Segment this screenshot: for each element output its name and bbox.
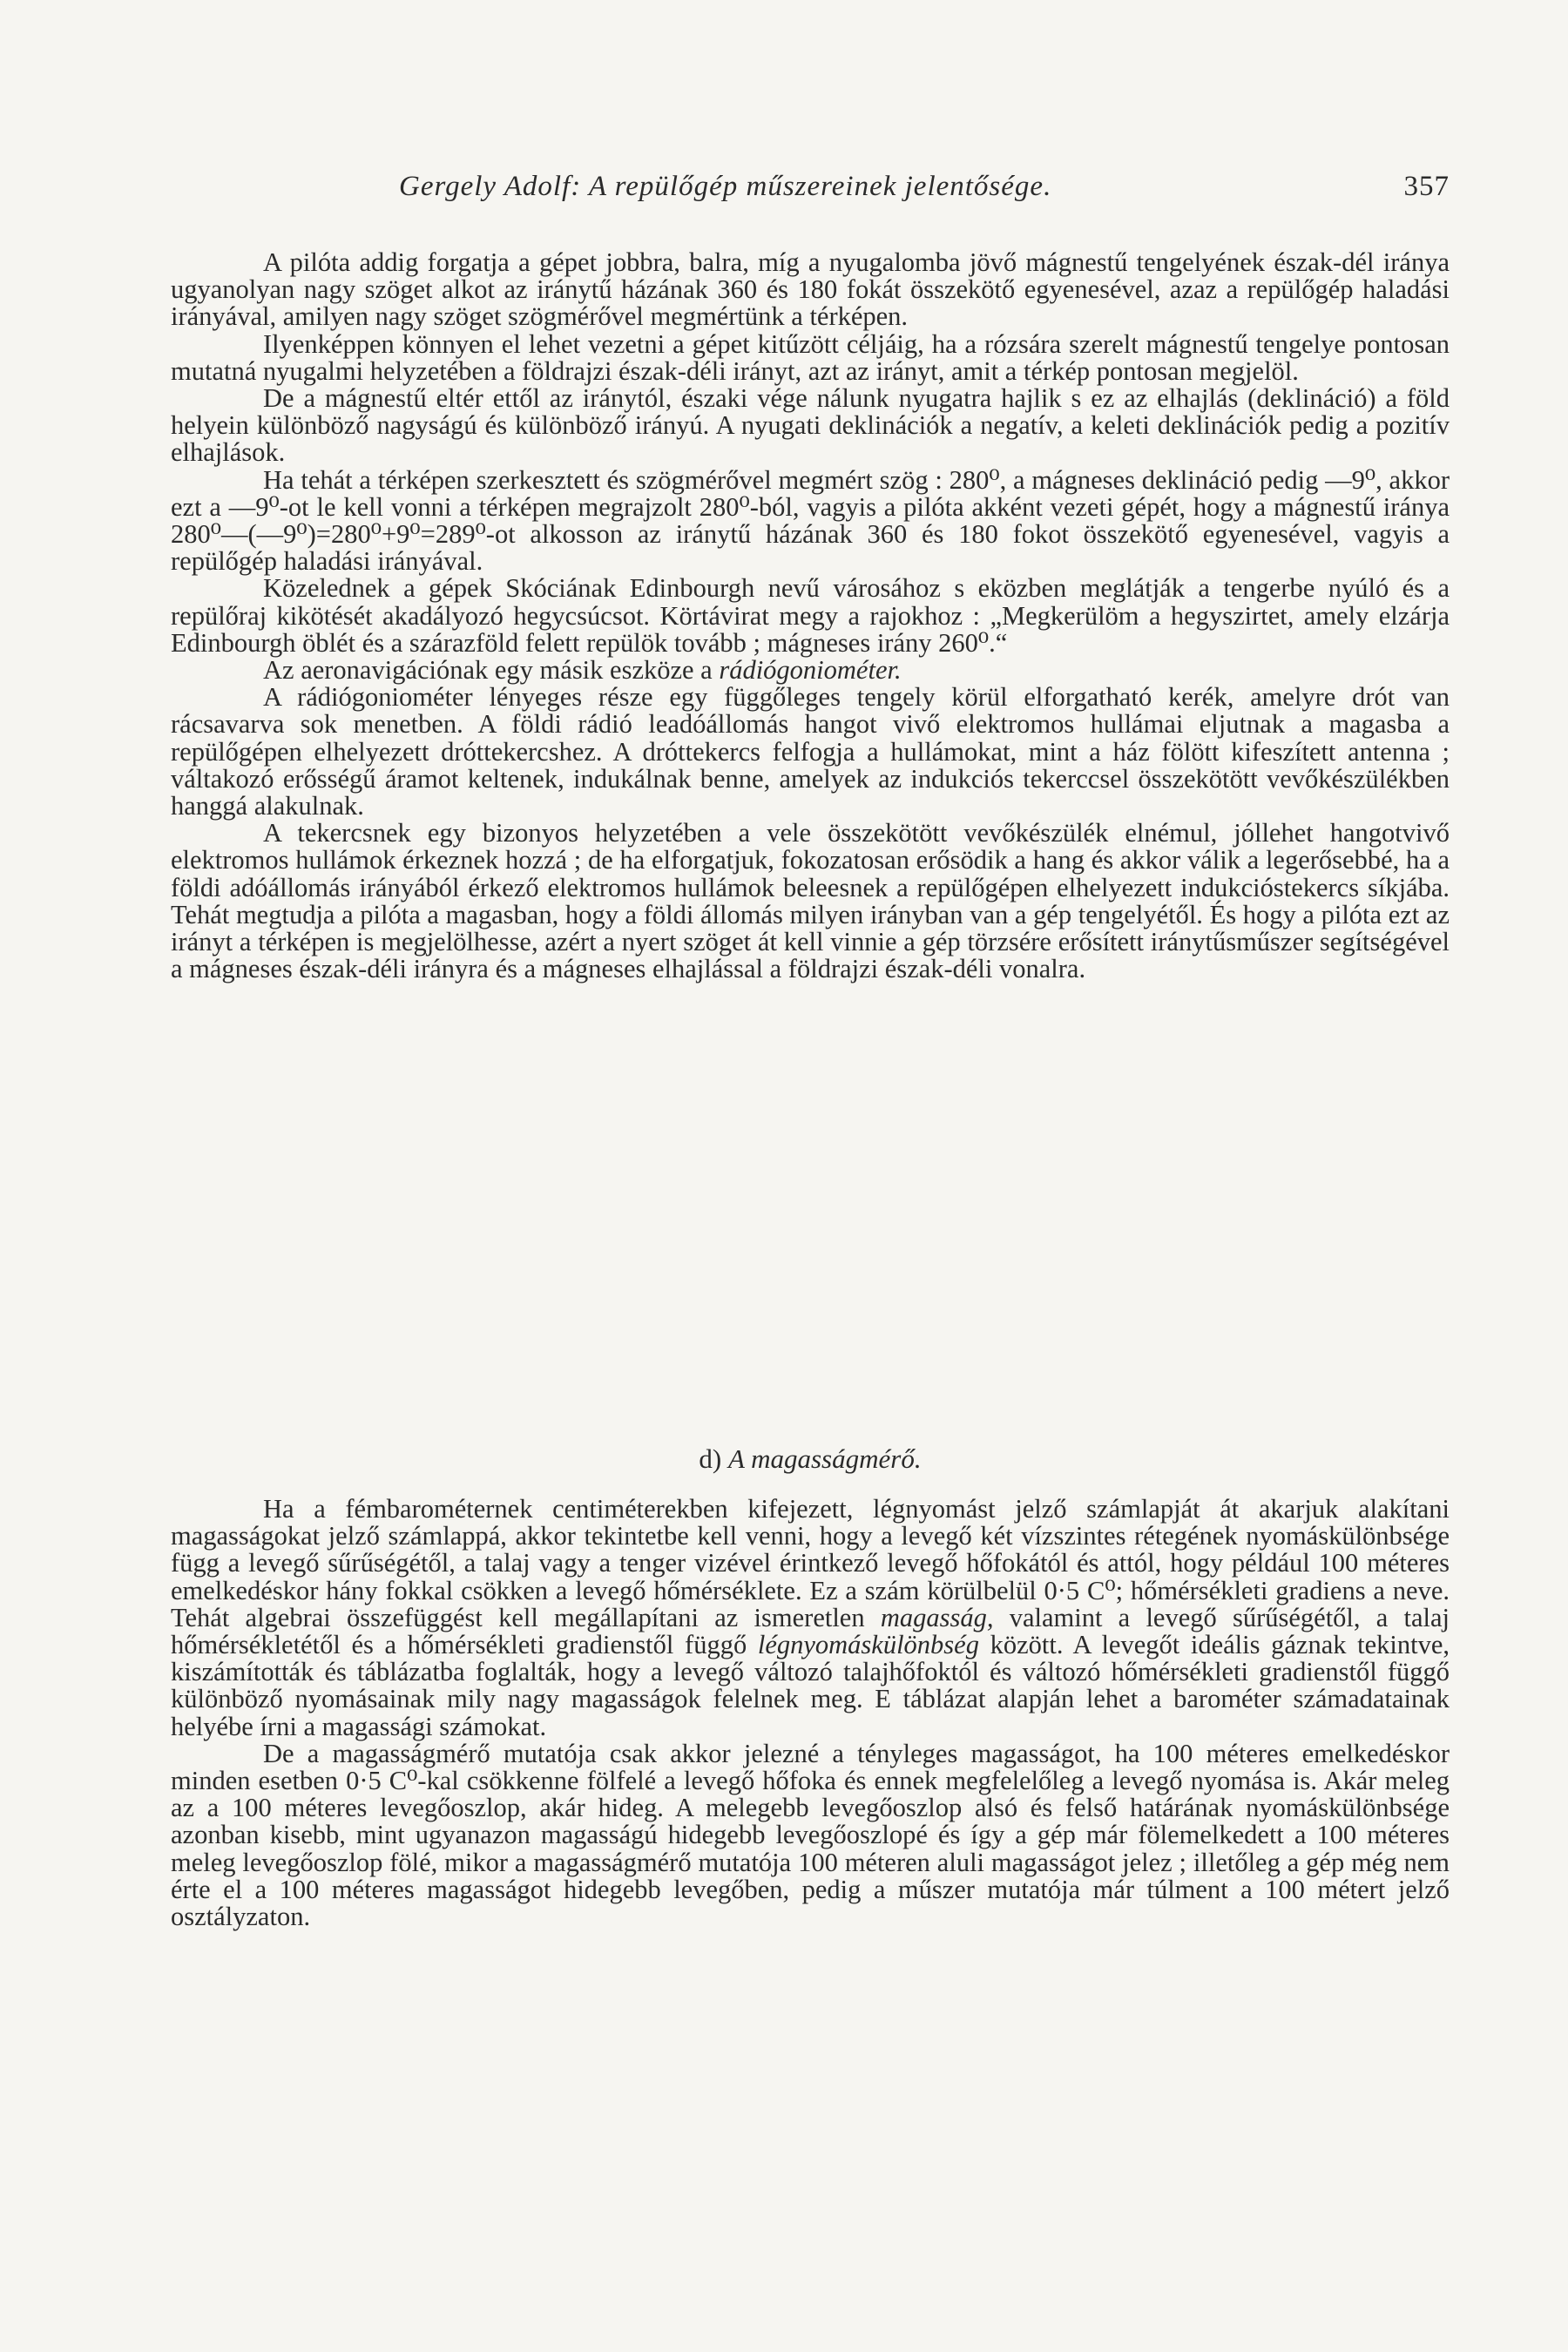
paragraph-calculation: Ha tehát a térképen szerkesztett és szögmérővel megmért szög : 280⁰, a mágneses deklináció pedig —9⁰, akkor ezt a —9⁰-ot le kell vonni a térképen megrajzolt 280⁰-ból, vagyis a pilóta akként vezeti gépét, hogy a mágnestű iránya 280⁰—(—9⁰)=280⁰+9⁰=289⁰-ot alkosson az iránytű házának 360 és 180 fokot összekötő egyenesével, vagyis a repülőgép haladási irányával. bbox=[171, 464, 1450, 577]
page-number: 357 bbox=[1403, 171, 1450, 202]
section-heading bbox=[171, 1444, 1450, 1474]
paragraph-declination: De a mágnestű eltér ettől az iránytól, északi vége nálunk nyugatra hajlik s ez az elhajlás (deklináció) a föld helyein különböző nagyságú és különböző irányú. A nyugati deklinációk a negatív, a keleti deklinációk pedig a pozitív elhajlások. bbox=[171, 383, 1450, 468]
paragraph-pilot-rotation: A pilóta addig forgatja a gépet jobbra, balra, míg a nyugalomba jövő mágnestű tengelyének észak-dél iránya ugyanolyan nagy szöget alkot az iránytű házának 360 és 180 fokát összekötő egyenesével, azaz a repülőgép haladási irányával, amilyen nagy szöget szögmérővel megmértünk a térképen. bbox=[171, 247, 1450, 332]
section-label: d) bbox=[699, 1443, 722, 1474]
paragraph-guidance: Ilyenképpen könnyen el lehet vezetni a gépet kitűzött céljáig, ha a rózsára szerelt mágnestű tengelye pontosan mutatná nyugalmi helyzetében a földrajzi észak-déli irányt, azt az irányt, amit a térkép pontosan megjelöl. bbox=[171, 328, 1450, 386]
paragraph-aeronavigation bbox=[171, 657, 1450, 684]
barometer-text-3: között. A levegőt ideális gáznak tekintve, kiszámították és táblázatba foglalták, hogy a levegő változó talajhőfoktól és változó hőmérsékleti gradienstől függő különböző nyomásainak mily nagy magasságok felelnek meg. E táblázat alapján lehet a barométer számadatainak helyébe írni a magassági számokat. bbox=[171, 1630, 1450, 1741]
paragraph-coil-position: A tekercsnek egy bizonyos helyzetében a vele összekötött vevőkészülék elnémul, jóllehet hangotvivő elektromos hullámok érkeznek hozzá ; de ha elforgatjuk, fokozatosan erősödik a hang és akkor válik a legerősebbé, ha a földi adóállomás irányából érkező elektromos hullámok beleesnek a repülőgépen elhelyezett indukcióstekercs síkjába. Tehát megtudja a pilóta a magasban, hogy a földi állomás milyen irányban van a gép tengelyétől. És hogy a pilóta ezt az irányt a térképen is megjelölhesse, azért a nyert szöget át kell vinnie a gép törzsére erősített iránytűsműszer segítségével a mágneses észak-déli irányra és a mágneses elhajlással a földrajzi észak-déli vonalra. bbox=[171, 818, 1450, 984]
barometer-text-1: Ha a fémbarométernek centiméterekben kifejezett, légnyomást jelző számlapját át akarjuk alakítani magasságokat jelző számlappá, akkor tekintetbe kell venni, hogy a levegő két vízszintes rétegének nyomáskülönbsége függ a levegő sűrűségétől, a talaj vagy a tenger vizével érintkező levegő hőfokától és attól, hogy például 100 méteres emelkedéskor hány fokkal csökken a levegő hőmérséklete. Ez a szám körülbelül 0·5 C⁰; hőmérsékleti gradiens a neve. Tehát algebrai összefüggést kell megállapítani az ismeretlen bbox=[171, 1494, 1450, 1632]
paragraph-barometer bbox=[171, 1496, 1450, 1740]
aeronavigation-text: Az aeronavigációnak egy másik eszköze a bbox=[263, 655, 713, 686]
running-head bbox=[171, 171, 1450, 213]
paragraph-edinbourgh: Közelednek a gépek Skóciának Edinbourgh nevű városához s eközben meglátják a tengerbe nyúló és a repülőraj kikötését akadályozó hegycsúcsot. Körtávirat megy a rajokhoz : „Megkerülöm a hegyszirtet, amely elzárja Edinbourgh öblét és a szárazföld felett repülök tovább ; mágneses irány 260⁰.“ bbox=[171, 573, 1450, 658]
body-text-lower bbox=[171, 1496, 1450, 1930]
term-magassag: magasság, bbox=[880, 1602, 994, 1632]
term-legnyomaskulonbseg: légnyomáskülönbség bbox=[757, 1630, 979, 1660]
paragraph-altimeter-pointer: De a magasságmérő mutatója csak akkor jelezné a tényleges magasságot, ha 100 méteres emelkedéskor minden esetben 0·5 C⁰-kal csökkenne fölfelé a levegő hőfoka és ennek megfelelőleg a levegő nyomása is. Akár meleg az a 100 méteres levegőoszlop, akár hideg. A melegebb levegőoszlop alsó és felső határának nyomáskülönbsége azonban kisebb, mint ugyanazon magasságú hidegebb levegőoszlopé és így a gép már fölemelkedett a 100 méteres meleg levegőoszlop fölé, mikor a magasságmérő mutatója 100 méteren aluli magasságot jelez ; illetőleg a gép még nem érte el a 100 méteres magasságot hidegebb levegőben, pedig a műszer mutatója már túlment a 100 métert jelző osztályzaton. bbox=[171, 1738, 1450, 1932]
barometer-text-2: valamint a levegő sűrűségétől, a talaj hőmérsékletétől és a hőmérsékleti gradienstől függő bbox=[171, 1602, 1450, 1660]
running-title: Gergely Adolf: A repülőgép műszereinek jelentősége. bbox=[399, 171, 1052, 202]
term-radiogoniometer: rádiógoniométer. bbox=[719, 655, 902, 686]
body-text-upper bbox=[171, 249, 1450, 983]
paragraph-radiogoniometer: A rádiógoniométer lényeges része egy függőleges tengely körül elforgatható kerék, amelyre drót van rácsavarva sok menetben. A földi rádió leadóállomás hangot vivő elektromos hullámai eljutnak a magasba a repülőgépen elhelyezett dróttekercshez. A dróttekercs felfogja a hullámokat, mint a ház fölött kifeszített antenna ; váltakozó erősségű áramot keltenek, indukálnak benne, amelyek az indukciós tekerccsel összekötött vevőkészülékben hanggá alakulnak. bbox=[171, 682, 1450, 821]
section-title: A magasságmérő. bbox=[727, 1443, 922, 1474]
